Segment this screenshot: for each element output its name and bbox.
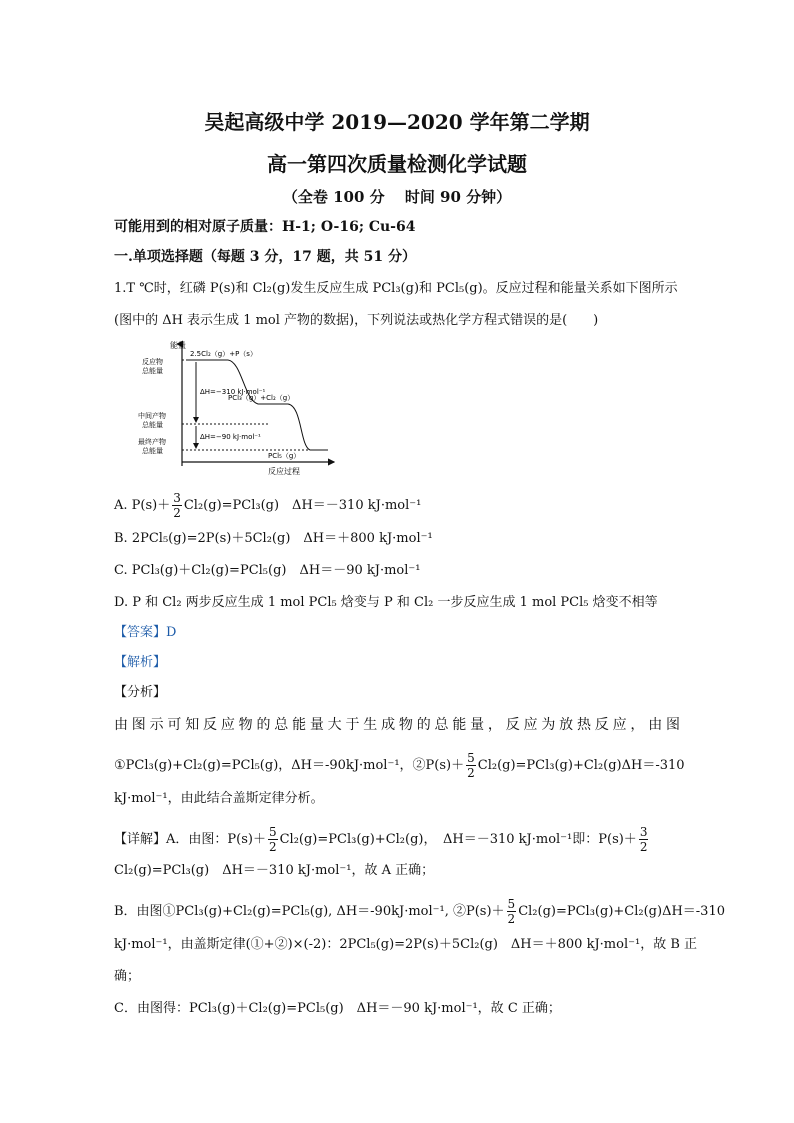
species1-label: 2.5Cl₂（g）+P（s） [190, 350, 257, 358]
fenxi-line3: kJ·mol⁻¹，由此结合盖斯定律分析。 [114, 791, 324, 806]
y-axis-title: 能量 [170, 341, 186, 350]
fenxi-line1: 由图示可知反应物的总能量大于生成物的总能量，反应为放热反应，由图 [114, 717, 680, 733]
level3-label: 最终产物总能量 [138, 438, 166, 455]
detail-line5: 确； [114, 969, 141, 984]
option-d: D. P 和 Cl₂ 两步反应生成 1 mol PCl₅ 焓变与 P 和 Cl₂ 一步反应生成 1 mol PCl₅ 焓变不相等 [114, 595, 658, 610]
section-title: 一.单项选择题（每题 3 分，17 题，共 51 分） [114, 249, 416, 265]
energy-diagram [138, 338, 343, 478]
fenxi-line2: ①PCl₃(g)+Cl₂(g)=PCl₅(g)，ΔH＝-90kJ·mol⁻¹，②P(s)＋ $\frac{5}{2}$ Cl₂(g)=PCl₃(g)+Cl₂(g)ΔH＝-310 [114, 751, 685, 780]
analysis-header: 【解析】 [114, 655, 167, 670]
option-a: A. P(s)＋ $\frac{3}{2}$ Cl₂(g)=PCl₃(g) ΔH＝－310 kJ·mol⁻¹ [114, 491, 422, 520]
level1-label: 反应物总能量 [142, 358, 163, 375]
option-c: C. PCl₃(g)＋Cl₂(g)=PCl₅(g) ΔH＝－90 kJ·mol⁻¹ [114, 563, 421, 578]
detail-line6: C．由图得：PCl₃(g)＋Cl₂(g)=PCl₅(g) ΔH＝－90 kJ·mol⁻¹，故 C 正确； [114, 1001, 561, 1016]
dh1-label: ΔH=−310 kJ·mol⁻¹ [200, 388, 266, 396]
species2-label: PCl₃（g）+Cl₂（g） [228, 394, 295, 402]
dh2-label: ΔH=−90 kJ·mol⁻¹ [200, 433, 261, 441]
q1-stem-line2: (图中的 ΔH 表示生成 1 mol 产物的数据)，下列说法或热化学方程式错误的是( ) [114, 313, 599, 328]
species3-label: PCl₅（g） [268, 452, 301, 460]
option-b: B. 2PCl₅(g)=2P(s)＋5Cl₂(g) ΔH＝＋800 kJ·mol⁻¹ [114, 531, 433, 546]
exam-title: 吴起高级中学 2019—2020 学年第二学期 [204, 110, 590, 134]
answer: 【答案】D [114, 625, 177, 640]
detail-line2: Cl₂(g)=PCl₃(g) ΔH＝－310 kJ·mol⁻¹，故 A 正确； [114, 863, 435, 878]
detail-line3: B．由图①PCl₃(g)+Cl₂(g)=PCl₅(g), ΔH＝-90kJ·mol⁻¹, ②P(s)＋ $\frac{5}{2}$ Cl₂(g)=PCl₃(g)+Cl₂(g)ΔH＝-310 [114, 897, 725, 926]
fenxi-header: 【分析】 [114, 685, 167, 700]
atomic-masses: 可能用到的相对原子质量：H-1; O-16; Cu-64 [114, 219, 416, 235]
detail-line4: kJ·mol⁻¹，由盖斯定律(①+②)×(-2)：2PCl₅(g)=2P(s)＋5Cl₂(g) ΔH＝＋800 kJ·mol⁻¹，故 B 正 [114, 937, 698, 952]
x-axis-title: 反应过程 [268, 467, 300, 476]
exam-subtitle: 高一第四次质量检测化学试题 [267, 152, 527, 176]
exam-meta: （全卷 100 分 时间 90 分钟） [282, 188, 512, 206]
q1-stem-line1: 1.T ℃时，红磷 P(s)和 Cl₂(g)发生反应生成 PCl₃(g)和 PCl₅(g)。反应过程和能量关系如下图所示 [114, 281, 678, 296]
detail-line1: 【详解】A．由图：P(s)＋ $\frac{5}{2}$ Cl₂(g)=PCl₃(g)+Cl₂(g)， ΔH＝－310 kJ·mol⁻¹即：P(s)＋ $\frac{3}{2}$ [114, 825, 648, 854]
level2-label: 中间产物总能量 [138, 412, 166, 429]
